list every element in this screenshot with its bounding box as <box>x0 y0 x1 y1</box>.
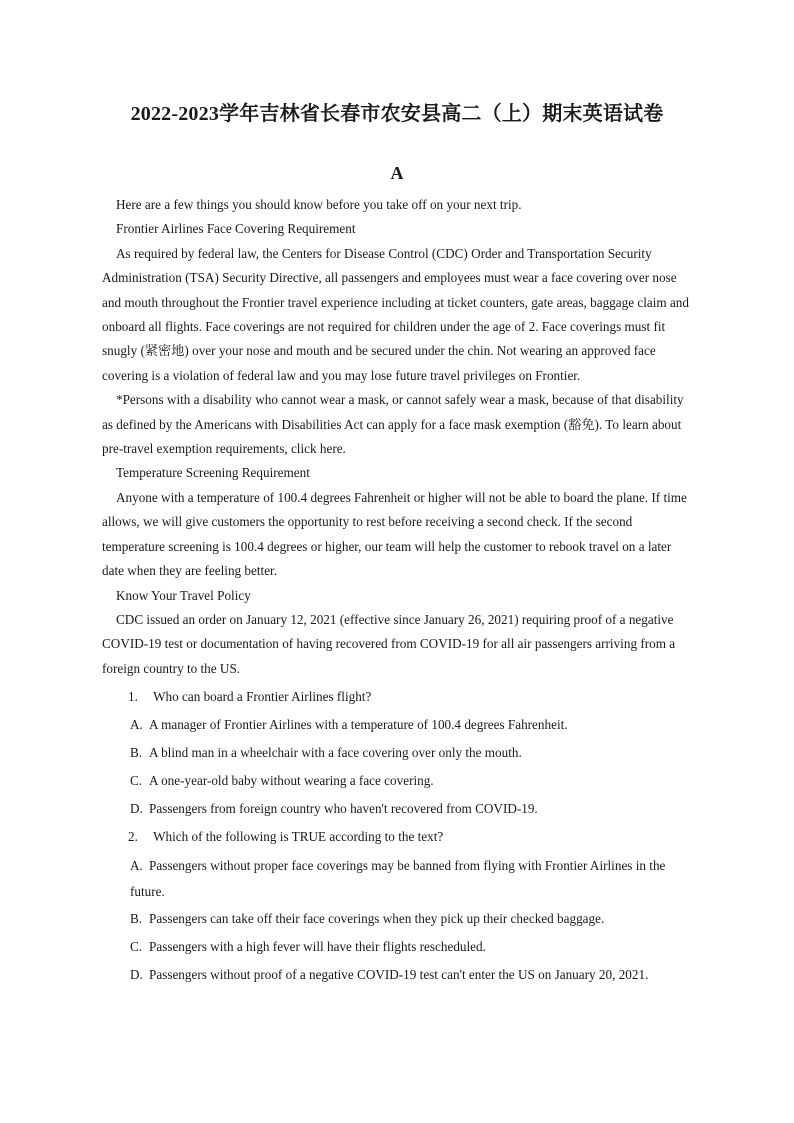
passage-subheading: Know Your Travel Policy <box>116 587 251 603</box>
option-text: Passengers from foreign country who haven't recovered from COVID-19. <box>149 801 538 817</box>
option-text: Passengers with a high fever will have their flights rescheduled. <box>149 939 486 955</box>
passage-paragraph: As required by federal law, the Centers for Disease Control (CDC) Order and Transportation Security Administration (TSA) Security Directive, all passengers and employees must wear a face covering over nose and mouth throughout the Frontier travel experience including at ticket counters, gate areas, baggage claim and onboard all flights. Face coverings are not required for children under the age of 2. Face coverings must fit snugly (紧密地) over your nose and mouth and be secured under the chin. Not wearing an approved face covering is a violation of federal law and you may lose future travel privileges on Frontier. <box>102 245 689 383</box>
question-text: Who can board a Frontier Airlines flight? <box>153 689 372 705</box>
question-number: 2. <box>128 829 138 845</box>
option-text: A one-year-old baby without wearing a face covering. <box>149 773 434 789</box>
answer-option <box>102 767 690 795</box>
question-1 <box>102 683 690 823</box>
option-letter: A. <box>130 717 143 733</box>
answer-option <box>102 961 690 989</box>
passage-paragraph: Here are a few things you should know before you take off on your next trip. <box>116 197 522 212</box>
passage-paragraph: CDC issued an order on January 12, 2021 (effective since January 26, 2021) requiring proof of a negative COVID-19 test or documentation of having recovered from COVID-19 for all air passengers arriving from a foreign country to the US. <box>102 611 676 676</box>
option-text: A blind man in a wheelchair with a face covering over only the mouth. <box>149 745 522 761</box>
option-text: Passengers without proof of a negative COVID-19 test can't enter the US on January 20, 2021. <box>149 967 649 983</box>
option-letter: B. <box>130 911 143 927</box>
option-letter: C. <box>130 939 143 955</box>
option-letter: C. <box>130 773 143 789</box>
option-letter: B. <box>130 745 143 761</box>
answer-option <box>102 933 690 961</box>
page-title: 2022-2023学年吉林省长春市农安县高二（上）期末英语试卷 <box>130 103 664 125</box>
option-letter: A. <box>130 858 143 874</box>
option-text: Passengers without proper face coverings may be banned from flying with Frontier Airlines in the future. <box>130 858 666 900</box>
answer-option <box>102 711 690 739</box>
option-letter: D. <box>130 801 143 817</box>
answer-option <box>102 853 690 905</box>
question-stem <box>102 823 690 851</box>
option-text: Passengers can take off their face coverings when they pick up their checked baggage. <box>149 911 605 927</box>
question-text: Which of the following is TRUE according to the text? <box>153 829 444 845</box>
section-heading: A <box>390 163 404 183</box>
answer-option <box>102 739 690 767</box>
answer-option <box>102 795 690 823</box>
question-stem <box>102 683 690 711</box>
passage-paragraph: Anyone with a temperature of 100.4 degrees Fahrenheit or higher will not be able to board the plane. If time allows, we will give customers the opportunity to rest before receiving a second check. If the second temperature screening is 100.4 degrees or higher, our team will help the customer to rebook travel on a later date when they are feeling better. <box>102 489 687 579</box>
passage-paragraph: *Persons with a disability who cannot wear a mask, or cannot safely wear a mask, because of that disability as defined by the Americans with Disabilities Act can apply for a face mask exemption (豁免). To learn about pre-travel exemption requirements, click here. <box>102 392 684 457</box>
answer-option <box>102 905 690 933</box>
question-2 <box>102 823 690 989</box>
option-letter: D. <box>130 967 143 983</box>
question-number: 1. <box>128 689 138 705</box>
passage-body <box>102 193 690 989</box>
passage-subheading: Frontier Airlines Face Covering Requirement <box>116 221 356 237</box>
option-text: A manager of Frontier Airlines with a temperature of 100.4 degrees Fahrenheit. <box>149 717 568 733</box>
passage-subheading: Temperature Screening Requirement <box>116 465 310 481</box>
